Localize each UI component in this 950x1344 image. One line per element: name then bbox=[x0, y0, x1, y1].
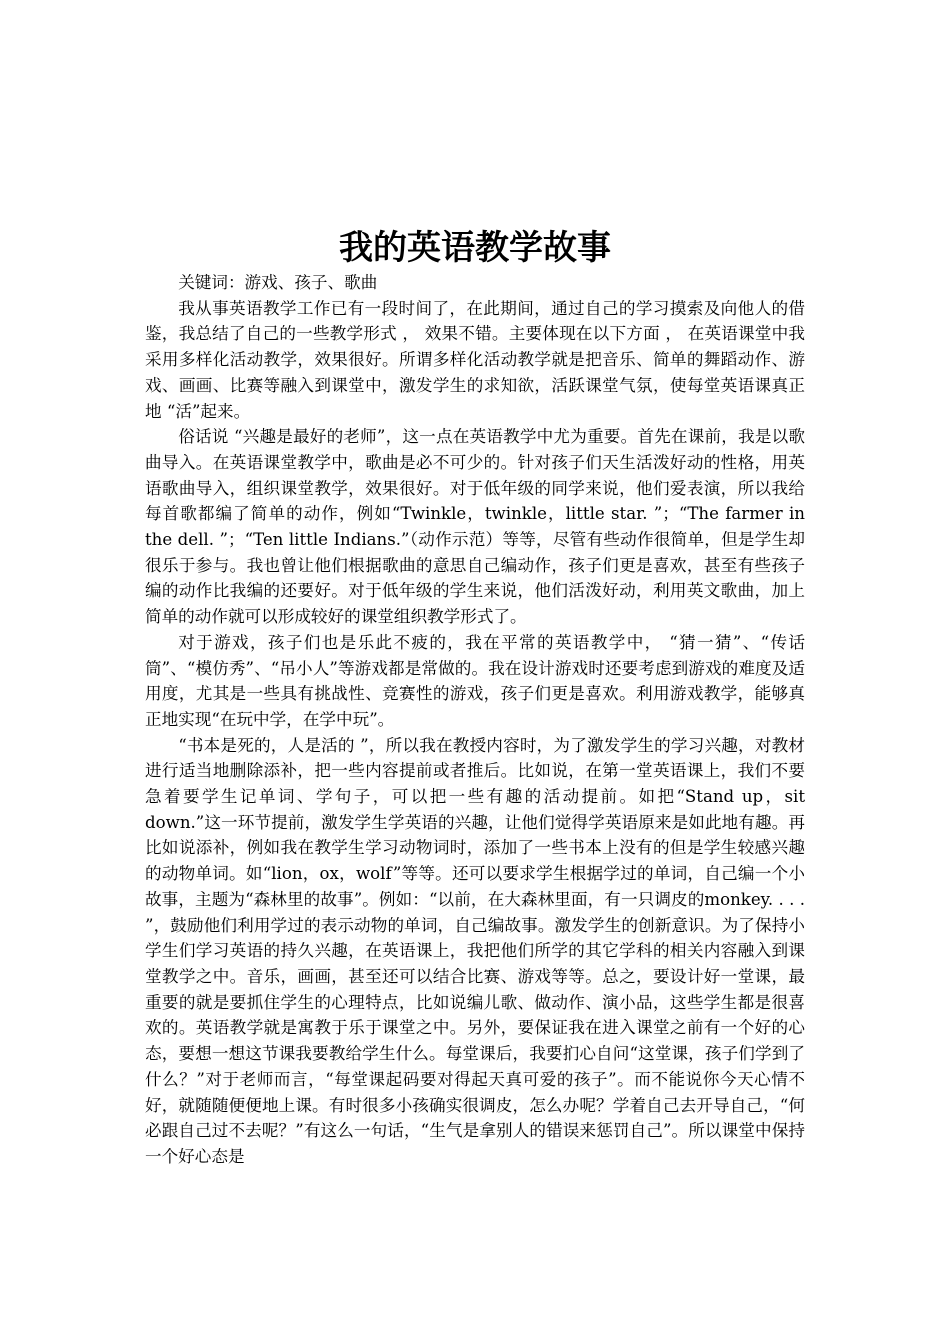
keywords-line: 关键词：游戏、孩子、歌曲 bbox=[178, 273, 378, 292]
paragraph-intro: 我从事英语教学工作已有一段时间了，在此期间，通过自己的学习摸索及向他人的借鉴，我总结了自己的一些教学形式 ， 效果不错。主要体现在以下方面 ， 在英语课堂中我采用多样化活动教学，效果很好。所谓多样化活动教学就是把音乐、简单的舞蹈动作、游戏、画画、比赛等融入到课堂中，激发学生的求知欲，活跃课堂气氛，使每堂英语课真正地 “活”起来。 bbox=[145, 298, 805, 421]
document-title: 我的英语教学故事 bbox=[339, 228, 611, 268]
document-body bbox=[145, 270, 805, 1170]
paragraph-textbook: “书本是死的，人是活的 ”，所以我在教授内容时，为了激发学生的学习兴趣，对教材进行适当地删除添补，把一些内容提前或者推后。比如说，在第一堂英语课上，我们不要急着要学生记单词、学句子，可以把一些有趣的活动提前。如把“Stand up，sit down.”这一环节提前，激发学生学英语的兴趣，让他们觉得学英语原来是如此地有趣。再比如说添补，例如我在教学生学习动物词时，添加了一些书本上没有的但是学生较感兴趣的动物单词。如“lion，ox，wolf”等等。还可以要求学生根据学过的单词，自己编一个小故事，主题为“森林里的故事”。例如：“以前，在大森林里面，有一只调皮的monkey. . . . ”，鼓励他们利用学过的表示动物的单词，自己编故事。激发学生的创新意识。为了保持小学生们学习英语的持久兴趣，在英语课上，我把他们所学的其它学科的相关内容融入到课堂教学之中。音乐，画画，甚至还可以结合比赛、游戏等等。总之，要设计好一堂课，最重要的就是要抓住学生的心理特点，比如说编儿歌、做动作、演小品，这些学生都是很喜欢的。英语教学就是寓教于乐于课堂之中。另外，要保证我在进入课堂之前有一个好的心态，要想一想这节课我要教给学生什么。每堂课后，我要扪心自问“这堂课，孩子们学到了什么？”对于老师而言，“每堂课起码要对得起天真可爱的孩子”。而不能说你今天心情不好，就随随便便地上课。有时很多小孩确实很调皮，怎么办呢？学着自己去开导自己，“何必跟自己过不去呢？”有这么一句话，“生气是拿别人的错误来惩罚自己”。所以课堂中保持一个好心态是 bbox=[145, 735, 805, 1166]
paragraph-songs: 俗话说 “兴趣是最好的老师”，这一点在英语教学中尤为重要。首先在课前，我是以歌曲导入。在英语课堂教学中，歌曲是必不可少的。针对孩子们天生活泼好动的性格，用英语歌曲导入，组织课堂教学，效果很好。对于低年级的同学来说，他们爱表演，所以我给每首歌都编了简单的动作，例如“Twinkle，twinkle，little star. ”；“The farmer in the dell. ”；“Ten little Indians.”（动作示范）等等，尽管有些动作很简单，但是学生却很乐于参与。我也曾让他们根据歌曲的意思自己编动作，孩子们更是喜欢，甚至有些孩子编的动作比我编的还要好。对于低年级的学生来说，他们活泼好动，利用英文歌曲，加上简单的动作就可以形成较好的课堂组织教学形式了。 bbox=[145, 427, 805, 627]
paragraph-games: 对于游戏，孩子们也是乐此不疲的，我在平常的英语教学中， “猜一猜”、“传话筒”、“模仿秀”、“吊小人”等游戏都是常做的。我在设计游戏时还要考虑到游戏的难度及适用度，尤其是一些具有挑战性、竞赛性的游戏，孩子们更是喜欢。利用游戏教学，能够真正地实现“在玩中学，在学中玩”。 bbox=[145, 632, 805, 729]
